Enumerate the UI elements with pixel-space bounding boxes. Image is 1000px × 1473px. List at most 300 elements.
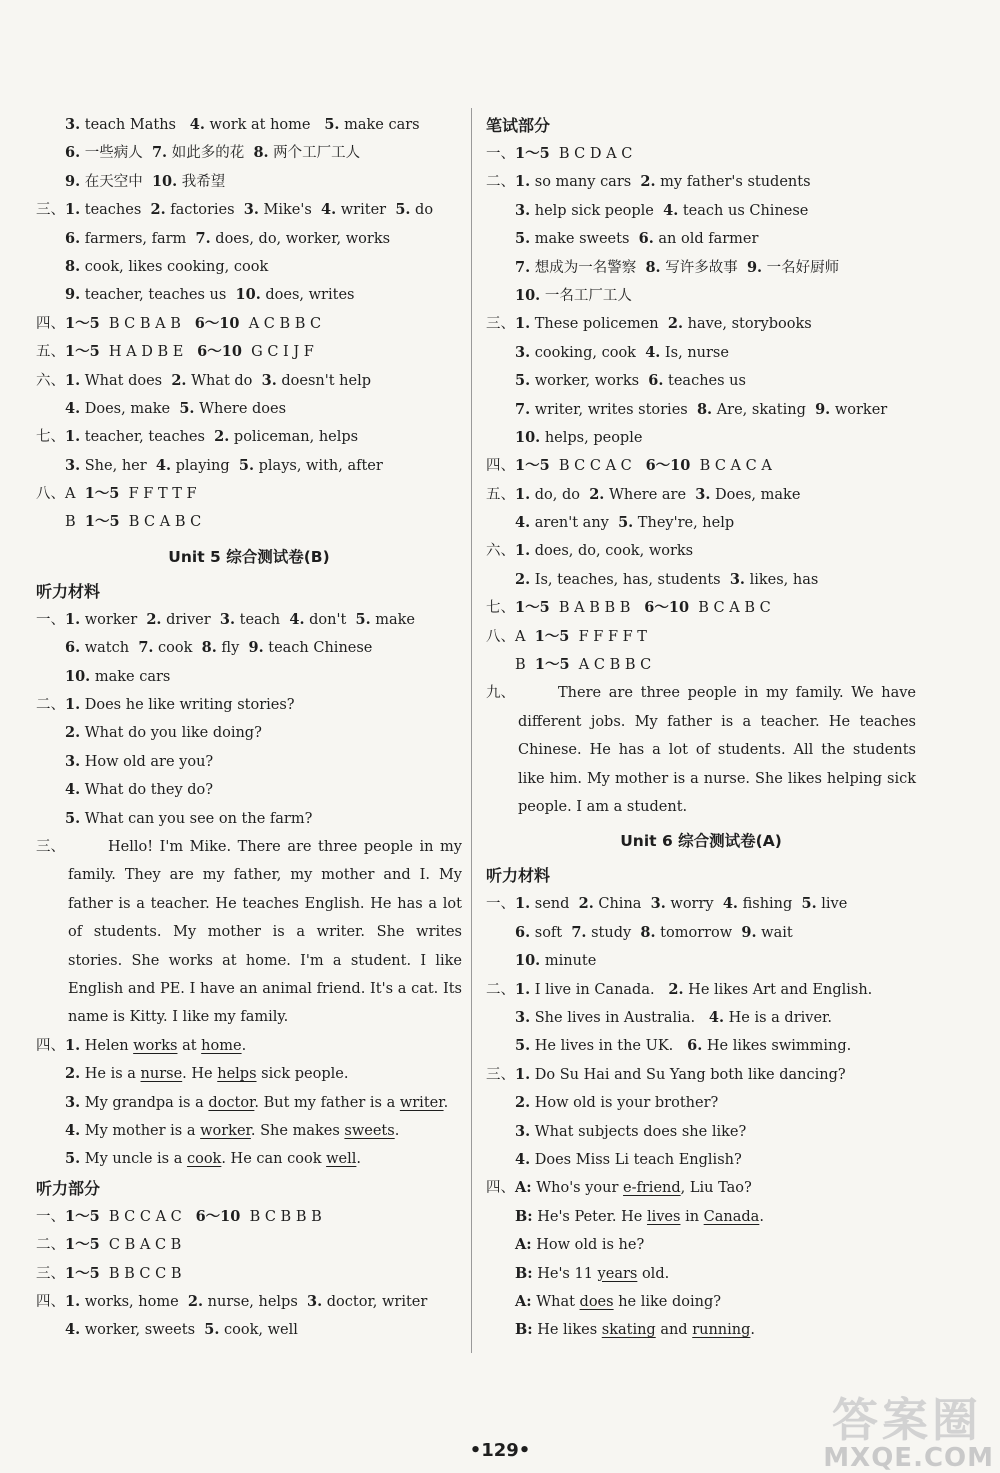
answer-text: 四、: [36, 1037, 65, 1054]
answer-text: B B C C B: [99, 1265, 182, 1282]
answer-text: 四、: [36, 1293, 65, 1310]
item-number: 1～5: [65, 314, 100, 332]
answer-text: . He: [182, 1066, 218, 1083]
answer-text: 二、: [36, 1237, 65, 1254]
item-number: 6～10: [645, 457, 691, 475]
section-title-unit6a: Unit 6 综合测试卷(A): [620, 832, 782, 851]
item-number: 1～5: [534, 627, 570, 645]
answer-text: He likes Art and English.: [683, 981, 873, 998]
item-number: 8.: [645, 258, 661, 276]
answer-text: make cars: [339, 117, 420, 133]
answer-line: [486, 1032, 916, 1060]
answer-text: B C D A C: [549, 146, 633, 162]
item-number: A:: [515, 1292, 532, 1310]
answer-text: A C B B C: [239, 315, 322, 332]
left-listening-answers: [36, 1203, 462, 1345]
item-number: 10.: [515, 952, 541, 970]
answer-line: [36, 310, 462, 338]
item-number: 7.: [138, 639, 154, 657]
item-number: 4.: [155, 456, 172, 474]
left-underlined-sentences: [36, 1032, 462, 1174]
underlined-word: nurse: [140, 1066, 183, 1083]
item-number: 7.: [515, 400, 531, 418]
item-number: 1.: [515, 895, 531, 913]
left-column: [36, 111, 462, 1345]
answer-line: [36, 663, 462, 691]
answer-text: 一、: [36, 611, 65, 628]
item-number: 5.: [179, 399, 195, 417]
item-number: 2.: [146, 610, 162, 628]
answer-text: writer, writes stories: [530, 401, 697, 418]
item-number: 1.: [515, 173, 531, 191]
answer-line: [36, 480, 462, 508]
answer-text: What subjects does she like?: [530, 1123, 747, 1140]
item-number: 5.: [65, 1150, 81, 1168]
answer-text: help sick people: [530, 202, 664, 219]
item-number: 8.: [253, 144, 269, 162]
answer-text: make: [370, 611, 416, 628]
item-number: 5.: [515, 372, 531, 390]
answer-line: [486, 339, 916, 367]
answer-text: 五、: [36, 344, 65, 361]
underlined-word: lives: [646, 1208, 681, 1225]
answer-text: Does, make: [80, 400, 180, 417]
item-number: 10.: [235, 286, 261, 304]
item-number: 1.: [65, 696, 81, 714]
answer-line: [486, 254, 916, 282]
answer-text: plays, with, after: [254, 457, 383, 474]
answer-line: [486, 1004, 916, 1032]
answer-line: [486, 594, 916, 622]
answer-text: driver: [161, 611, 220, 628]
answer-text: He likes swimming.: [702, 1038, 852, 1055]
item-number: 2.: [589, 485, 605, 503]
answer-text: Are, skating: [712, 401, 816, 418]
item-number: 9.: [248, 639, 264, 657]
answer-line: [486, 1118, 916, 1146]
answer-line: [486, 1089, 916, 1117]
item-number: 7.: [515, 258, 531, 276]
underlined-word: does: [579, 1293, 614, 1310]
answer-text: I live in Canada.: [530, 981, 669, 998]
underlined-word: writer: [399, 1094, 444, 1111]
answer-text: he like doing?: [613, 1293, 722, 1310]
answer-line: [36, 1316, 462, 1344]
answer-text: teach Chinese: [263, 640, 373, 657]
answer-line: [36, 1089, 462, 1117]
left-passage: [36, 833, 462, 1032]
answer-text: don't: [304, 611, 356, 628]
item-number: 1.: [65, 1292, 81, 1310]
answer-text: My mother is a: [80, 1123, 201, 1139]
answer-text: Does, make: [710, 486, 801, 503]
answer-text: 一名工厂工人: [540, 287, 632, 304]
answer-text: teach us Chinese: [678, 202, 809, 219]
answer-line: [36, 508, 462, 536]
answer-text: doctor, writer: [322, 1293, 428, 1310]
answer-text: Does Miss Li teach English?: [530, 1151, 742, 1168]
answer-text: B C C A C: [99, 1208, 196, 1225]
answer-text: watch: [80, 640, 139, 657]
answer-text: 想成为一名警察: [530, 259, 646, 276]
answer-text: fishing: [737, 896, 802, 913]
item-number: 6.: [648, 372, 664, 390]
answer-text: .: [241, 1037, 247, 1054]
answer-text: C B A C B: [99, 1237, 182, 1254]
answer-text: make cars: [90, 668, 171, 685]
answer-text: B: [65, 514, 85, 531]
answer-line: [486, 424, 916, 452]
item-number: 2.: [515, 570, 531, 588]
item-number: 5.: [618, 514, 634, 532]
underlined-word: cook: [186, 1151, 222, 1168]
answer-line: [36, 748, 462, 776]
answer-text: 我希望: [177, 173, 226, 190]
answer-text: He lives in the UK.: [530, 1038, 688, 1055]
answer-text: worker, sweets: [80, 1322, 205, 1339]
item-number: 4.: [708, 1009, 725, 1027]
item-number: 9.: [65, 286, 81, 304]
item-number: A:: [515, 1179, 532, 1197]
item-number: B:: [515, 1321, 533, 1339]
item-number: 1.: [65, 610, 81, 628]
answer-line: [36, 196, 462, 224]
answer-text: farmers, farm: [80, 230, 196, 247]
page-number: •129•: [469, 1440, 531, 1461]
answer-text: an old farmer: [653, 231, 759, 248]
answer-line: [36, 395, 462, 423]
answer-text: 一、: [486, 896, 515, 913]
answer-text: Is, teaches, has, students: [530, 571, 730, 588]
answer-line: [36, 168, 462, 196]
item-number: 3.: [65, 752, 81, 770]
item-number: 1.: [515, 485, 531, 503]
answer-text: . He can cook: [221, 1151, 327, 1168]
answer-text: 六、: [36, 372, 65, 389]
answer-line: [36, 776, 462, 804]
answer-text: 二、: [486, 981, 515, 998]
right-written-answers: [486, 140, 916, 679]
answer-text: .: [443, 1094, 449, 1111]
answer-line: [36, 338, 462, 366]
answer-text: Helen: [80, 1037, 134, 1054]
answer-text: so many cars: [530, 174, 641, 191]
answer-line: [36, 1060, 462, 1088]
answer-text: They're, help: [633, 515, 735, 532]
underlined-word: running: [692, 1322, 751, 1339]
answer-text: Who's your: [531, 1180, 624, 1197]
answer-text: writer: [336, 202, 396, 219]
answer-text: teaches us: [663, 373, 746, 390]
item-number: 4.: [515, 1150, 531, 1168]
answer-text: worker: [80, 611, 147, 628]
heading-listening-material: 听力材料: [36, 581, 101, 601]
answer-line: [486, 890, 916, 918]
item-number: 1.: [65, 428, 81, 446]
answer-text: He likes: [532, 1322, 602, 1339]
answer-text: .: [356, 1151, 361, 1168]
answer-text: What do you like doing?: [80, 725, 262, 742]
item-number: 8.: [640, 923, 656, 941]
item-number: 2.: [640, 173, 656, 191]
item-number: 9.: [65, 172, 81, 190]
item-number: 3.: [65, 116, 81, 133]
answer-text: playing: [171, 457, 239, 474]
answer-text: teacher, teaches: [80, 429, 215, 446]
answer-text: He is a: [80, 1066, 141, 1083]
item-number: 5.: [515, 230, 531, 248]
item-number: 8.: [201, 639, 217, 657]
answer-text: 三、: [36, 202, 65, 219]
answer-line: [486, 481, 916, 509]
item-number: 6.: [65, 144, 81, 162]
answer-text: H A D B E: [99, 344, 198, 361]
item-number: 3.: [65, 1093, 81, 1111]
answer-line: [36, 691, 462, 719]
item-number: 3.: [515, 1122, 531, 1140]
answer-line: [36, 1117, 462, 1145]
item-number: 5.: [204, 1321, 220, 1339]
answer-text: teach Maths: [80, 117, 190, 133]
answer-line: [36, 367, 462, 395]
item-number: 3.: [729, 570, 745, 588]
answer-text: 四、: [486, 458, 515, 475]
item-number: 9.: [815, 400, 831, 418]
answer-text: fly: [216, 640, 249, 657]
item-number: 10.: [515, 286, 541, 304]
answer-text: work at home: [204, 117, 325, 133]
answer-text: , Liu Tao?: [680, 1180, 752, 1197]
column-divider: [471, 108, 472, 1353]
answer-text: policeman, helps: [229, 429, 359, 446]
answer-text: China: [593, 896, 651, 913]
item-number: 7.: [571, 923, 587, 941]
answer-text: 两个工厂工人: [268, 145, 361, 162]
answer-text: 四、: [36, 315, 65, 332]
answer-text: live: [816, 896, 848, 913]
answer-line: [36, 606, 462, 634]
answer-text: teach: [235, 611, 290, 628]
answer-text: old.: [637, 1265, 670, 1282]
item-number: 4.: [189, 116, 205, 133]
answer-text: teacher, teaches us: [80, 287, 236, 304]
item-number: 5.: [515, 1037, 531, 1055]
answer-text: cook, well: [219, 1322, 298, 1339]
answer-text: cook, likes cooking, cook: [80, 258, 269, 275]
answer-line: [486, 623, 916, 651]
underlined-word: skating: [601, 1322, 656, 1339]
answer-text: 四、: [486, 1180, 515, 1197]
answer-text: .: [394, 1123, 400, 1139]
answer-text: How old are you?: [80, 753, 214, 770]
item-number: 1.: [515, 315, 531, 333]
watermark-url: MXQE.COM: [823, 1443, 994, 1473]
answer-text: . But my father is a: [254, 1094, 400, 1111]
answer-line: [36, 634, 462, 662]
answer-line: [486, 168, 916, 196]
answer-line: [486, 140, 916, 168]
item-number: 3.: [65, 456, 81, 474]
answer-text: My uncle is a: [80, 1151, 187, 1168]
answer-text: 一、: [486, 146, 515, 162]
answer-line: [486, 537, 916, 565]
item-number: 6.: [65, 229, 81, 247]
passage-label: 三、: [36, 838, 65, 855]
answer-line: [36, 1288, 462, 1316]
item-number: 6～10: [195, 1207, 241, 1225]
answer-text: 八、A: [486, 628, 535, 645]
item-number: 3.: [515, 201, 531, 219]
answer-text: aren't any: [530, 515, 619, 532]
item-number: B:: [515, 1207, 533, 1225]
right-column: [486, 111, 916, 1345]
item-number: 8.: [65, 257, 81, 275]
item-number: 1～5: [515, 599, 550, 617]
answer-line: [486, 1231, 916, 1259]
answer-text: worker: [830, 401, 888, 418]
answer-text: 如此多的花: [167, 145, 254, 162]
answer-line: [486, 1146, 916, 1174]
answer-text: B C A B C: [119, 514, 202, 531]
item-number: 5.: [65, 809, 81, 827]
answer-line: [36, 1032, 462, 1060]
answer-text: factories: [165, 202, 244, 219]
answer-text: cook: [153, 640, 202, 657]
answer-text: B C B B B: [240, 1208, 322, 1225]
answer-line: [486, 976, 916, 1004]
item-number: 1～5: [515, 457, 550, 475]
answer-text: 在天空中: [80, 173, 152, 190]
answer-line: [486, 1203, 916, 1231]
item-number: 4.: [663, 201, 679, 219]
item-number: 6.: [638, 230, 654, 248]
item-number: 1.: [515, 1065, 531, 1083]
answer-text: What do: [186, 372, 262, 389]
item-number: 3.: [515, 343, 531, 361]
item-number: 4.: [645, 343, 661, 361]
answer-line: [486, 1174, 916, 1202]
item-number: 5.: [324, 116, 340, 133]
answer-text: How old is he?: [531, 1237, 645, 1254]
left-listening-lines: [36, 606, 462, 833]
answer-line: [36, 1145, 462, 1173]
answer-line: [486, 1288, 916, 1316]
answer-text: have, storybooks: [683, 316, 812, 333]
answer-text: Do Su Hai and Su Yang both like dancing?: [530, 1066, 846, 1083]
answer-text: 一、: [36, 1208, 65, 1225]
answer-text: 三、: [36, 1265, 65, 1282]
answer-text: Where are: [604, 486, 696, 503]
item-number: 3.: [650, 895, 666, 913]
item-number: 4.: [722, 895, 738, 913]
item-number: B:: [515, 1264, 533, 1282]
answer-text: 二、: [36, 697, 65, 714]
answer-text: nurse, helps: [203, 1293, 307, 1310]
answer-text: B C B A B: [99, 315, 195, 332]
item-number: 3.: [219, 610, 236, 628]
answer-text: worker, works: [530, 373, 649, 390]
item-number: 10.: [65, 667, 91, 685]
answer-line: [36, 111, 462, 139]
answer-text: 三、: [486, 316, 515, 333]
answer-line: [486, 452, 916, 480]
right-listening-lines: [486, 890, 916, 1344]
answer-text: B A B B B: [549, 600, 645, 617]
item-number: 4.: [65, 1122, 81, 1139]
item-number: 1～5: [84, 485, 120, 503]
item-number: 2.: [667, 315, 683, 333]
item-number: 2.: [65, 724, 81, 742]
item-number: 1～5: [515, 145, 550, 162]
item-number: 3.: [515, 1009, 531, 1027]
answer-text: Where does: [194, 400, 287, 417]
answer-line: [486, 197, 916, 225]
underlined-word: doctor: [208, 1094, 255, 1111]
answer-text: and: [655, 1322, 693, 1339]
answer-text: 一些病人: [80, 145, 152, 162]
answer-text: F F T T F: [119, 486, 197, 503]
item-number: 1～5: [84, 513, 120, 531]
answer-text: tomorrow: [655, 924, 742, 941]
answer-text: What do they do?: [80, 782, 214, 799]
item-number: 4.: [515, 514, 531, 532]
answer-line: [36, 719, 462, 747]
answer-text: does, do, cook, works: [530, 543, 694, 560]
underlined-word: sweets: [344, 1123, 395, 1139]
item-number: 2.: [578, 895, 594, 913]
underlined-word: Canada: [703, 1208, 760, 1225]
answer-text: doesn't help: [276, 372, 372, 389]
answer-line: [486, 651, 916, 679]
passage-label: 九、: [486, 685, 515, 702]
answer-text: 写许多故事: [660, 259, 747, 276]
answer-text: does, do, worker, works: [210, 230, 391, 247]
item-number: 6.: [65, 639, 81, 657]
item-number: 3.: [307, 1292, 323, 1310]
answer-text: 六、: [486, 543, 515, 560]
underlined-word: worker: [200, 1123, 251, 1139]
item-number: 3.: [695, 485, 711, 503]
underlined-word: e-friend: [623, 1180, 681, 1197]
answer-text: wait: [756, 924, 793, 941]
item-number: 5.: [238, 456, 255, 474]
item-number: 9.: [741, 923, 757, 941]
answer-text: sick people.: [256, 1066, 349, 1083]
item-number: 3.: [261, 371, 277, 389]
answer-text: minute: [540, 953, 597, 970]
answer-text: in: [680, 1208, 704, 1225]
answer-text: A C B B C: [569, 657, 652, 674]
answer-text: She, her: [80, 457, 156, 474]
item-number: 6.: [687, 1037, 703, 1055]
answer-line: [36, 281, 462, 309]
answer-text: G C I J F: [241, 344, 314, 361]
item-number: 2.: [214, 428, 230, 446]
answer-text: 三、: [486, 1066, 515, 1083]
answer-line: [486, 396, 916, 424]
watermark-logo: 答案圈: [832, 1393, 982, 1447]
answer-text: 八、A: [36, 486, 85, 503]
answer-text: She lives in Australia.: [530, 1010, 709, 1027]
answer-text: worry: [665, 896, 723, 913]
underlined-word: helps: [217, 1066, 257, 1083]
item-number: 1～5: [534, 656, 570, 674]
item-number: 2.: [65, 1065, 81, 1083]
item-number: 2.: [668, 980, 684, 998]
answer-text: He is a driver.: [724, 1010, 833, 1027]
answer-text: He's 11: [532, 1265, 598, 1282]
answer-line: [486, 367, 916, 395]
